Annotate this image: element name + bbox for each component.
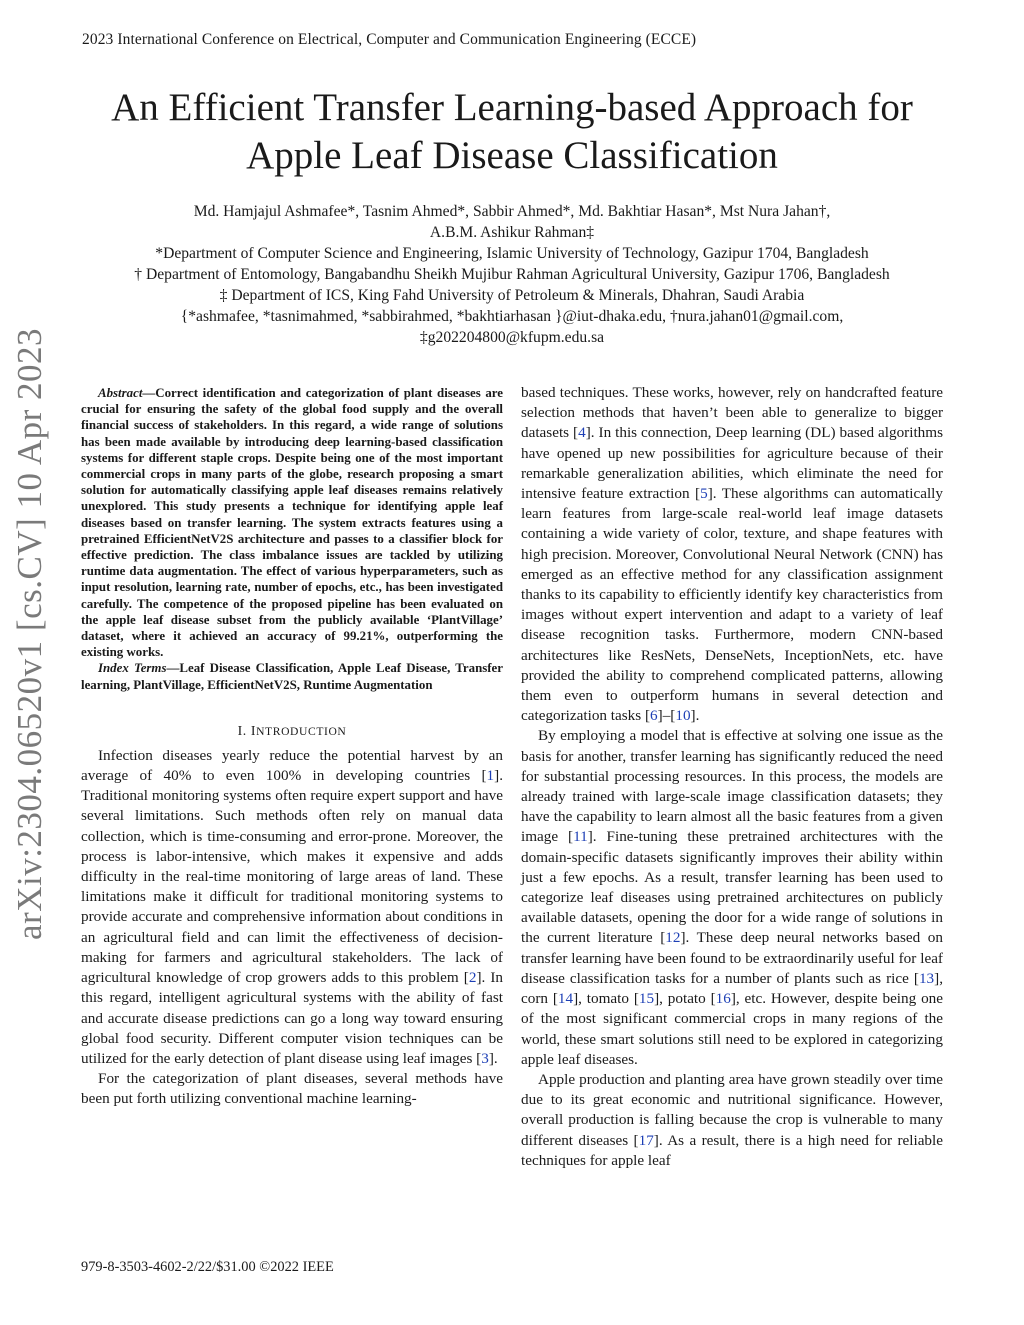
citation-link[interactable]: 12 — [665, 929, 681, 947]
abstract — [81, 385, 503, 660]
abstract-label: Abstract — [98, 386, 143, 400]
section-first-letter: I — [250, 722, 257, 738]
paragraph-text: ], etc. However, despite being one of the most significant commercial crops in many regions of the world, these smart solutions still need to be explored in categorizing apple leaf diseases. — [521, 990, 943, 1068]
emails-line-2: ‡g202204800@kfupm.edu.sa — [419, 329, 605, 346]
citation-link[interactable]: 3 — [481, 1049, 489, 1067]
paragraph-text: ], corn [ — [521, 969, 943, 1008]
paragraph-text: ]. — [488, 1049, 498, 1067]
right-body-text — [521, 383, 943, 1171]
title-line-1: An Efficient Transfer Learning-based Approach for — [111, 86, 913, 129]
left-column — [81, 385, 503, 1110]
title-line-2: Apple Leaf Disease Classification — [246, 134, 778, 177]
paragraph — [81, 1069, 503, 1109]
paragraph-text: Apple production and planting area have grown steadily over time due to its great economic and nutritional significance. However, overall production is falling because the crop is vulnerable to many different diseases [ — [521, 1070, 943, 1149]
index-terms-label: Index Terms — [98, 661, 167, 676]
paragraph-text: ], potato [ — [654, 990, 716, 1008]
paragraph-text: Infection diseases yearly reduce the potential harvest by an average of 40% to even 100% in developing countries [ — [81, 746, 503, 785]
citation-link[interactable]: 10 — [675, 707, 691, 725]
paragraph — [81, 746, 503, 1069]
paragraph-text: By employing a model that is effective at solving one issue as the basis for another, transfer learning has significantly reduced the need for substantial processing resources. In this process, the models are already trained with large-scale image classification datasets; they have the capability to learn almost all the basic features from a given image [ — [521, 727, 943, 846]
paper-title — [60, 84, 964, 180]
affiliation-1: *Department of Computer Science and Engineering, Islamic University of Technology, Gazipur 1704, Bangladesh — [155, 245, 869, 262]
paragraph — [521, 726, 943, 1069]
citation-link[interactable]: 15 — [638, 990, 655, 1008]
paragraph-text: ]. — [690, 707, 700, 725]
citation-link[interactable]: 16 — [715, 990, 731, 1008]
copyright-footer: 979-8-3503-4602-2/22/$31.00 ©2022 IEEE — [81, 1259, 334, 1275]
citation-link[interactable]: 14 — [557, 990, 574, 1008]
paragraph-text: ]. As a result, there is a high need for reliable techniques for apple leaf — [521, 1131, 943, 1169]
citation-link[interactable]: 4 — [578, 424, 586, 442]
paragraph-text: ]. Traditional monitoring systems often require expert support and have several limitations. Such methods often rely on manual data collection, which is time-consuming and error-prone. Moreover, the process is labor-intensive, which makes it expensive and adds difficulty in the real-time monitoring of large areas of land. These limitations make it difficult for traditional monitoring systems to provide accurate and comprehensive information about conditions in an agricultural field and can limit the effectiveness of decision-making for farmers and agricultural stakeholders. The lack of agricultural knowledge of crop growers adds to this problem [ — [81, 767, 503, 987]
conference-header: 2023 International Conference on Electrical, Computer and Communication Engineering (ECCE) — [82, 31, 697, 48]
authors-line-1: Md. Hamjajul Ashmafee*, Tasnim Ahmed*, Sabbir Ahmed*, Md. Bakhtiar Hasan*, Mst Nura Jahan†, — [193, 203, 831, 220]
section-heading — [81, 723, 503, 739]
citation-link[interactable]: 2 — [468, 969, 477, 987]
citation-link[interactable]: 6 — [650, 707, 658, 725]
abstract-text: —Correct identification and categorization of plant diseases are crucial for ensuring the safety of the global food supply and the overall financial success of stakeholders. In this regard, a wide range of solutions has been made available by introducing deep learning-based classification systems for different staple crops. Despite being one of the most important commercial crops in many parts of the globe, research proposing a smart solution for automatically classifying apple leaf diseases remains relatively unexplored. This study presents a technique for identifying apple leaf diseases based on transfer learning. The system extracts features using a pretrained EfficientNetV2S architecture and passes to a classifier block for effective prediction. The class imbalance issues are tackled by utilizing runtime data augmentation. The effect of various hyperparameters, such as input resolution, learning rate, number of epochs, etc., has been investigated carefully. The competence of the proposed pipeline has been evaluated on the apple leaf disease subset from the publicly available ‘PlantVillage’ dataset, where it achieved an accuracy of 99.21%, outperforming the existing works. — [81, 386, 503, 660]
citation-link[interactable]: 17 — [638, 1131, 654, 1149]
paragraph — [521, 1070, 943, 1171]
affiliation-3: ‡ Department of ICS, King Fahd University of Petroleum & Minerals, Dhahran, Saudi Arabia — [219, 287, 805, 304]
citation-link[interactable]: 13 — [918, 969, 935, 987]
author-block — [60, 201, 964, 348]
authors-line-2: A.B.M. Ashikur Rahman‡ — [429, 224, 595, 241]
paragraph-text: ]. These deep neural networks based on transfer learning have been found to be extraordinarily useful for leaf disease classification tasks for a number of plants such as rice [ — [521, 929, 943, 987]
paragraph-text: ]–[ — [657, 707, 676, 725]
paragraph-text: ]. In this regard, intelligent agricultural systems with the ability of fast and accurate disease predictions can go a long way toward ensuring global food security. Different computer vision techniques can be utilized for the early detection of plant disease using leaf images [ — [81, 969, 503, 1067]
index-terms-text: —Leaf Disease Classification, Apple Leaf Disease, Transfer learning, PlantVillage, EfficientNetV2S, Runtime Augmentation — [81, 661, 504, 692]
paragraph-text: ]. These algorithms can automatically learn features from large-scale real-world leaf image datasets containing a wide variety of color, texture, and shape features with high precision. Moreover, Convolutional Neural Network (CNN) has emerged as an effective method for any classification assignment thanks to its capability to efficiently identify key characteristics from images without expert intervention and adapt to a variety of leaf disease recognition tasks. Furthermore, modern CNN-based architectures like ResNets, DenseNets, InceptionNets, etc. have provided the ability to comprehend complicated patterns, allowing them even to outperform humans in several detection and categorization tasks [ — [521, 485, 943, 725]
section-rest: NTRODUCTION — [256, 724, 347, 738]
right-column — [521, 383, 943, 1171]
paragraph-text: based techniques. These works, however, rely on handcrafted feature selection methods that haven’t been able to generalize to bigger datasets [ — [521, 384, 943, 442]
paragraph-text: For the categorization of plant diseases, several methods have been put forth utilizing conventional machine learning- — [81, 1070, 503, 1108]
citation-link[interactable]: 1 — [486, 767, 495, 785]
paragraph-text: ]. In this connection, Deep learning (DL) based algorithms have opened up new possibilities for agriculture because of their remarkable generalization abilities, which eliminate the need for intensive feature extraction [ — [521, 424, 943, 503]
section-number: I. — [237, 722, 251, 738]
index-terms — [81, 660, 503, 692]
paragraph — [521, 383, 943, 726]
affiliation-2: † Department of Entomology, Bangabandhu Sheikh Mujibur Rahman Agricultural University, Gazipur 1706, Bangladesh — [134, 266, 890, 283]
paragraph-text: ], tomato [ — [573, 990, 639, 1008]
left-body-text — [81, 746, 503, 1110]
emails-line-1: {*ashmafee, *tasnimahmed, *sabbirahmed, *bakhtiarhasan }@iut-dhaka.edu, †nura.jahan01@gmail.com, — [180, 308, 844, 325]
citation-link[interactable]: 11 — [573, 828, 588, 846]
citation-link[interactable]: 5 — [700, 485, 708, 503]
paragraph-text: ]. Fine-tuning these pretrained architectures with the domain-specific datasets significantly improves their ability within just a few epochs. As a result, transfer learning has been used to categorize leaf diseases using pretrained architectures on publicly available datasets, opening the door for a wide range of solutions in the current literature [ — [521, 828, 943, 947]
arxiv-stamp: arXiv:2304.06520v1 [cs.CV] 10 Apr 2023 — [10, 327, 49, 940]
